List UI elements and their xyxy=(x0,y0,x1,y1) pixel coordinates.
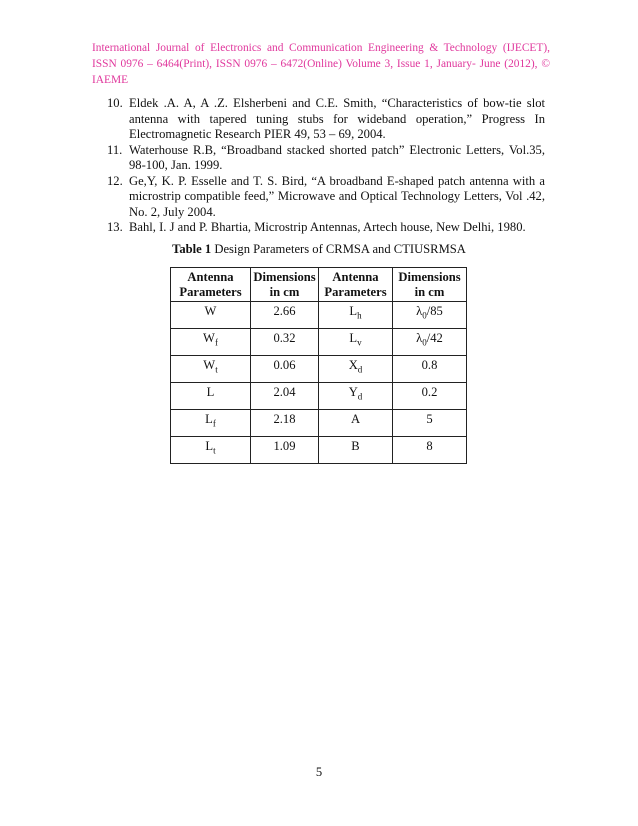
parameter-cell: $W_f$ xyxy=(171,329,251,356)
parameter-cell: $L_v$ xyxy=(319,329,393,356)
table-caption-text: Design Parameters of CRMSA and CTIUSRMSA xyxy=(211,242,466,256)
parameter-cell: B xyxy=(319,437,393,464)
dimension-cell: 0.2 xyxy=(393,383,467,410)
journal-header: International Journal of Electronics and Communication Engineering & Technology (IJECET), ISSN 0976 – 6464(Print), ISSN 0976 – 6472(Online) Volume 3, Issue 1, January- June (2012), © IAEME xyxy=(92,42,550,86)
table-caption xyxy=(0,242,638,257)
table-label: Table 1 xyxy=(172,242,212,256)
page-number: 5 xyxy=(315,765,323,779)
reference-number: 12. xyxy=(107,173,123,188)
parameter-cell: $W_t$ xyxy=(171,356,251,383)
dimension-cell: 2.66 xyxy=(251,302,319,329)
header-antenna-parameters: Antenna Parameters xyxy=(171,268,251,302)
parameter-cell: A xyxy=(319,410,393,437)
design-parameters-table xyxy=(170,267,467,464)
table-header-row xyxy=(171,268,467,302)
reference-item xyxy=(107,96,545,143)
reference-text: Bahl, I. J and P. Bhartia, Microstrip Antennas, Artech house, New Delhi, 1980. xyxy=(129,220,526,234)
parameter-cell: $L_h$ xyxy=(319,302,393,329)
dimension-cell: 0.32 xyxy=(251,329,319,356)
reference-list xyxy=(107,96,545,236)
dimension-cell: $\lambda_0/85$ xyxy=(393,302,467,329)
dimension-cell: 1.09 xyxy=(251,437,319,464)
reference-item xyxy=(107,220,545,236)
header-dimensions: Dimensions in cm xyxy=(251,268,319,302)
dimension-cell: 2.04 xyxy=(251,383,319,410)
table-row xyxy=(171,437,467,464)
table-row xyxy=(171,329,467,356)
dimension-cell: 2.18 xyxy=(251,410,319,437)
header-dimensions: Dimensions in cm xyxy=(393,268,467,302)
dimension-cell: 0.06 xyxy=(251,356,319,383)
reference-number: 11. xyxy=(107,142,123,157)
reference-text: Ge,Y, K. P. Esselle and T. S. Bird, “A broadband E-shaped patch antenna with a microstrip compatible feed,” Microwave and Optical Technology Letters, Vol .42, No. 2, July 2004. xyxy=(129,173,545,219)
reference-number: 10. xyxy=(107,96,123,110)
parameter-cell: $Y_d$ xyxy=(319,383,393,410)
parameter-cell: L xyxy=(171,383,251,410)
dimension-cell: 0.8 xyxy=(393,356,467,383)
table-row xyxy=(171,410,467,437)
parameter-cell: $L_t$ xyxy=(171,437,251,464)
reference-item xyxy=(107,174,545,221)
table-row xyxy=(171,383,467,410)
table-row xyxy=(171,302,467,329)
reference-text: Eldek .A. A, A .Z. Elsherbeni and C.E. Smith, “Characteristics of bow-tie slot antenna with tapered tuning stubs for wideband operation,” Progress In Electromagnetic Research PIER 49, 53 – 69, 2004. xyxy=(129,96,545,141)
parameter-cell: $L_f$ xyxy=(171,410,251,437)
reference-number: 13. xyxy=(107,220,123,234)
dimension-cell: 8 xyxy=(393,437,467,464)
reference-text: Waterhouse R.B, “Broadband stacked shorted patch” Electronic Letters, Vol.35, 98-100, Jan. 1999. xyxy=(129,142,545,172)
parameter-cell: W xyxy=(171,302,251,329)
dimension-cell: 5 xyxy=(393,410,467,437)
reference-item xyxy=(107,143,545,174)
parameter-cell: $X_d$ xyxy=(319,356,393,383)
table-row xyxy=(171,356,467,383)
dimension-cell: $\lambda_0/42$ xyxy=(393,329,467,356)
header-antenna-parameters: Antenna Parameters xyxy=(319,268,393,302)
